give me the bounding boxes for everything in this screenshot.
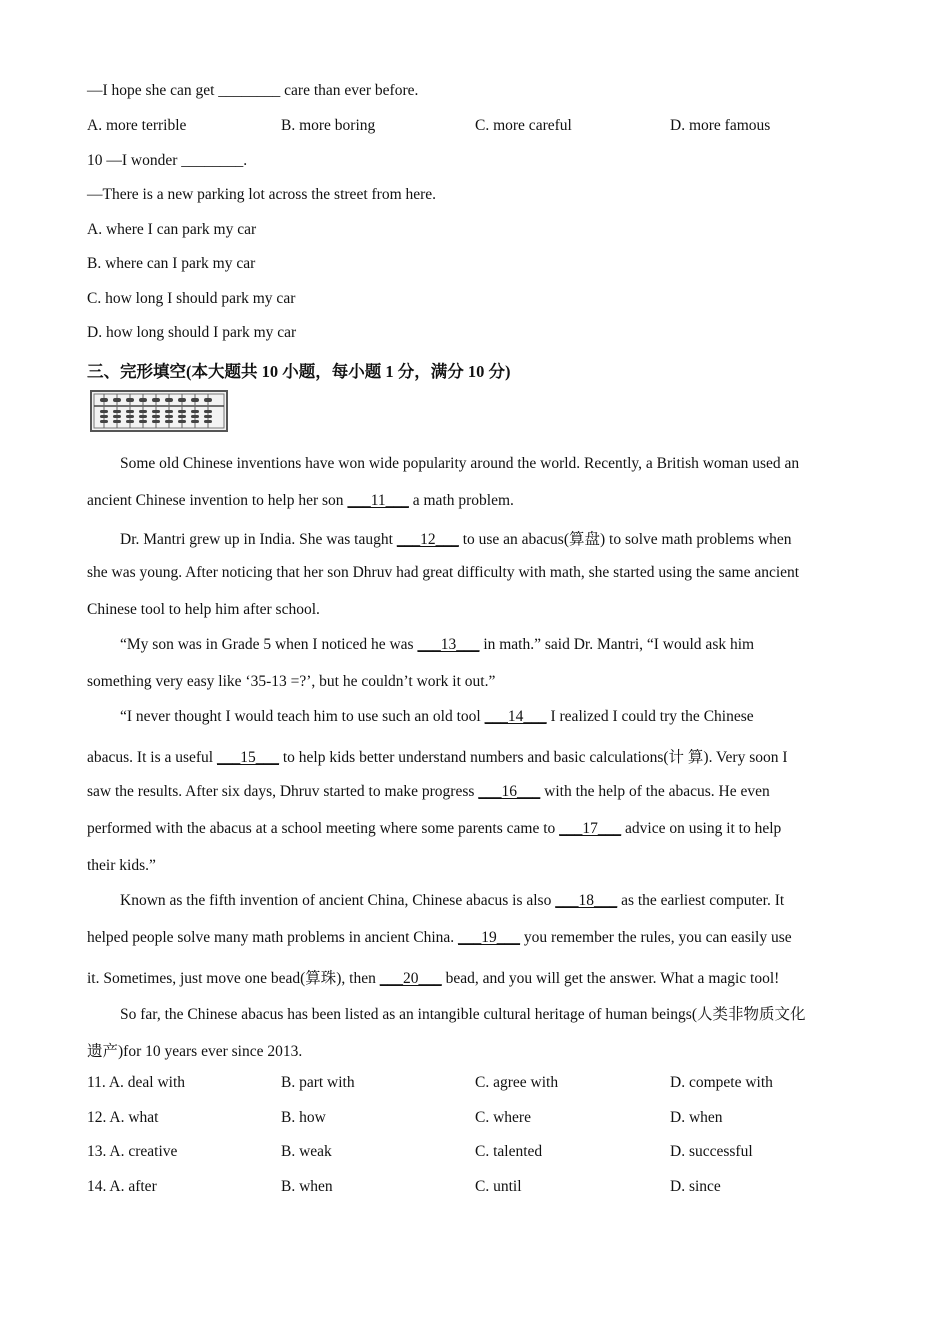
blank-18: ___18___ <box>555 892 618 909</box>
text: with the help of the abacus. He even <box>540 783 770 800</box>
q11-option-d: D. compete with <box>670 1074 773 1091</box>
text: you remember the rules, you can easily use <box>520 929 792 946</box>
q10-option-d: D. how long should I park my car <box>87 324 297 341</box>
text: I realized I could try the Chinese <box>546 708 754 725</box>
passage-p1-line1: Some old Chinese inventions have won wide popularity around the world. Recently, a British woman used an <box>120 455 800 472</box>
text: in math.” said Dr. Mantri, “I would ask him <box>479 636 755 653</box>
text: “My son was in Grade 5 when I noticed he was <box>120 636 418 653</box>
prev-option-c: C. more careful <box>475 117 572 134</box>
text: it. Sometimes, just move one bead(算珠), then <box>87 970 380 987</box>
text: abacus. It is a useful <box>87 749 217 766</box>
passage-p4-line1 <box>120 708 754 726</box>
prev-option-d: D. more famous <box>670 117 771 134</box>
prev-question-dialog: —I hope she can get ________ care than ever before. <box>87 82 419 99</box>
q13-option-b: B. weak <box>281 1143 332 1160</box>
blank-14: ___14___ <box>484 708 547 725</box>
q11-option-a: 11. A. deal with <box>87 1074 186 1091</box>
text: performed with the abacus at a school meeting where some parents came to <box>87 820 560 837</box>
q12-option-c: C. where <box>475 1109 531 1126</box>
passage-p4-line2 <box>87 745 788 767</box>
text: ancient Chinese invention to help her son <box>87 492 348 509</box>
text: to use an abacus(算盘) to solve math problems when <box>458 531 792 548</box>
abacus-icon <box>90 390 228 432</box>
passage-p2-line2: she was young. After noticing that her son Dhruv had great difficulty with math, she started using the same ancient <box>87 564 800 581</box>
passage-p3-line1 <box>120 636 754 654</box>
text: helped people solve many math problems in ancient China. <box>87 929 459 946</box>
blank-20: ___20___ <box>379 970 442 987</box>
q10-reply: —There is a new parking lot across the street from here. <box>87 186 437 203</box>
text: a math problem. <box>408 492 514 509</box>
passage-p4-line3 <box>87 783 770 801</box>
blank-17: ___17___ <box>559 820 622 837</box>
prev-option-a: A. more terrible <box>87 117 187 134</box>
q12-option-b: B. how <box>281 1109 326 1126</box>
text: advice on using it to help <box>621 820 782 837</box>
passage-p1-line2 <box>87 492 514 510</box>
passage-p5-line3 <box>87 966 779 988</box>
q10-option-a: A. where I can park my car <box>87 221 257 238</box>
q12-option-a: 12. A. what <box>87 1109 159 1126</box>
passage-p6-line1: So far, the Chinese abacus has been listed as an intangible cultural heritage of human beings(人类非物质文化 <box>120 1006 806 1023</box>
q10-stem: 10 —I wonder ________. <box>87 152 248 169</box>
q14-option-a: 14. A. after <box>87 1178 157 1195</box>
q11-option-c: C. agree with <box>475 1074 559 1091</box>
q14-option-d: D. since <box>670 1178 721 1195</box>
section-heading: 三、完形填空(本大题共 10 小题，每小题 1 分，满分 10 分) <box>87 362 511 381</box>
text: saw the results. After six days, Dhruv started to make progress <box>87 783 479 800</box>
text: Dr. Mantri grew up in India. She was taught <box>120 531 397 548</box>
blank-12: ___12___ <box>396 531 459 548</box>
passage-p4-line4 <box>87 820 781 838</box>
q13-option-c: C. talented <box>475 1143 543 1160</box>
passage-p5-line1 <box>120 892 784 910</box>
q12-option-d: D. when <box>670 1109 723 1126</box>
q10-option-c: C. how long I should park my car <box>87 290 296 307</box>
text: bead, and you will get the answer. What a magic tool! <box>441 970 780 987</box>
blank-16: ___16___ <box>478 783 541 800</box>
passage-p2-line3: Chinese tool to help him after school. <box>87 601 320 618</box>
text: Known as the fifth invention of ancient China, Chinese abacus is also <box>120 892 556 909</box>
passage-p4-line5: their kids.” <box>87 857 156 874</box>
passage-p5-line2 <box>87 929 792 947</box>
text: to help kids better understand numbers and basic calculations(计 算). Very soon I <box>279 749 788 766</box>
text: as the earliest computer. It <box>617 892 785 909</box>
q13-option-d: D. successful <box>670 1143 753 1160</box>
prev-option-b: B. more boring <box>281 117 376 134</box>
blank-13: ___13___ <box>417 636 480 653</box>
text: “I never thought I would teach him to use such an old tool <box>120 708 485 725</box>
blank-15: ___15___ <box>217 749 279 766</box>
q13-option-a: 13. A. creative <box>87 1143 178 1160</box>
q14-option-c: C. until <box>475 1178 522 1195</box>
blank-11: ___11___ <box>347 492 409 509</box>
blank-19: ___19___ <box>458 929 521 946</box>
q11-option-b: B. part with <box>281 1074 355 1091</box>
passage-p2-line1 <box>120 527 792 549</box>
passage-p6-line2: 遗产)for 10 years ever since 2013. <box>87 1043 303 1060</box>
q14-option-b: B. when <box>281 1178 333 1195</box>
passage-p3-line2: something very easy like ‘35-13 =?’, but he couldn’t work it out.” <box>87 673 496 690</box>
q10-option-b: B. where can I park my car <box>87 255 256 272</box>
